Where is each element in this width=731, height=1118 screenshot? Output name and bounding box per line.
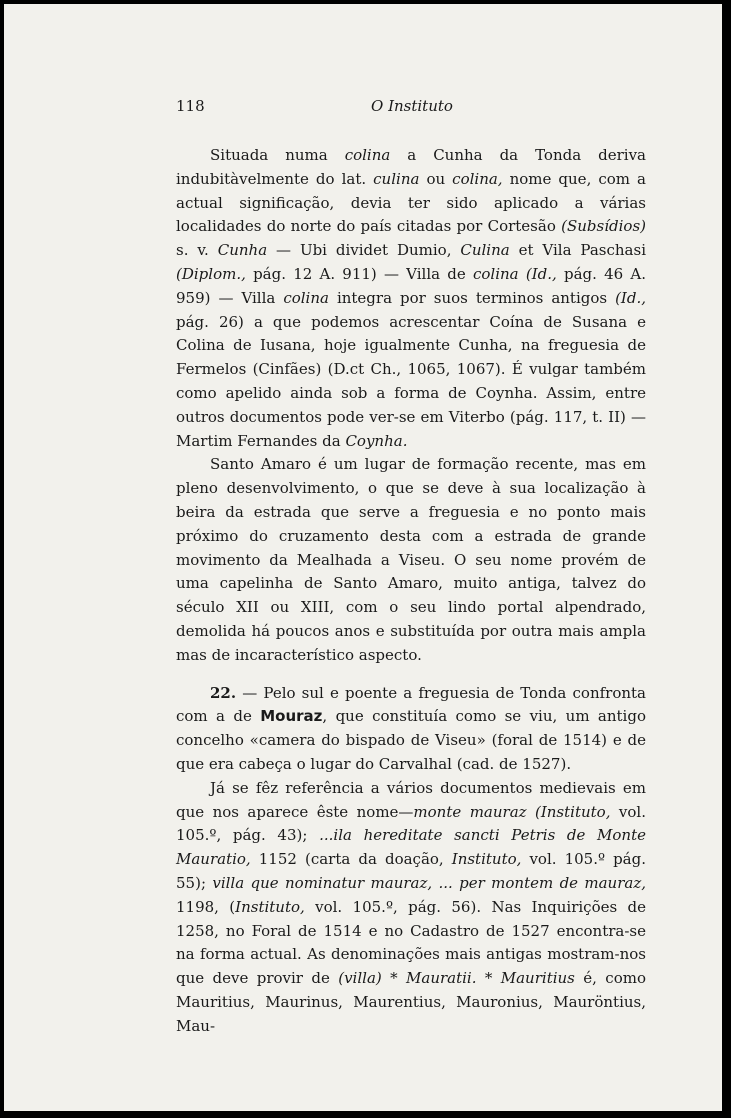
running-title: O Instituto <box>371 97 453 115</box>
place-name-mouraz: Mouraz <box>260 707 323 726</box>
paragraph-section-22: 22. — Pelo sul e poente a freguesia de Tonda confronta com a de Mouraz, que constituía como se viu, um antigo concelho «camera do bispado de Viseu» (foral de 1514) e de que era cabeça o lugar do Carvalhal (cad. de 1527). <box>176 683 646 773</box>
paragraph-mouraz-etymology: Já se fêz referência a vários documentos medievais em que nos aparece êste nome—monte mauraz (Instituto, vol. 105.º, pág. 43); ...ila hereditate sancti Petris de Monte Mauratio, 1152 (carta da doação, Instituto, vol. 105.º pág. 55); villa que nominatur mauraz, ... per montem de mauraz, 1198, (Instituto, vol. 105.º, pág. 56). Nas Inquirições de 1258, no Foral de 1514 e no Cadastro de 1527 encontra-se na forma actual. As denominações mais antigas mostram-nos que deve provir de (villa) * Mauratii. * Mauritius é, como Mauritius, Maurinus, Maurentius, Mauronius, Mauröntius, Mau- <box>176 778 647 1035</box>
body-text <box>176 144 646 1038</box>
page-header <box>176 97 642 117</box>
section-number: 22. <box>210 683 237 702</box>
paragraph-colina: Situada numa colina a Cunha da Tonda deriva indubitàvelmente do lat. culina ou colina, nome que, com a actual significação, devia ter sido aplicado a várias localidades do norte do país citadas por Cortesão (Subsídios) s. v. Cunha — Ubi dividet Dumio, Culina et Vila Paschasi (Diplom., pág. 12 A. 911) — Villa de colina (Id., pág. 46 A. 959) — Villa colina integra por suos terminos antigos (Id., pág. 26) a que podemos acrescentar Coína de Susana e Colina de Iusana, hoje igualmente Cunha, na freguesia de Fermelos (Cinfães) (D.ct Ch., 1065, 1067). É vulgar também como apelido ainda sob a forma de Coynha. Assim, entre outros documentos pode ver-se em Viterbo (pág. 117, t. II) — Martim Fernandes da Coynha. <box>176 146 647 450</box>
page-number: 118 <box>176 97 205 115</box>
page <box>4 4 722 1111</box>
paragraph-santo-amaro: Santo Amaro é um lugar de formação recente, mas em pleno desenvolvimento, o que se deve à sua localização à beira da estrada que serve a freguesia e no ponto mais próximo do cruzamento desta com a estrada de grande movimento da Mealhada a Viseu. O seu nome provém de uma capelinha de Santo Amaro, muito antiga, talvez do século XII ou XIII, com o seu lindo portal alpendrado, demolida há poucos anos e substituída por outra mais ampla mas de incaracterístico aspecto. <box>176 455 646 664</box>
